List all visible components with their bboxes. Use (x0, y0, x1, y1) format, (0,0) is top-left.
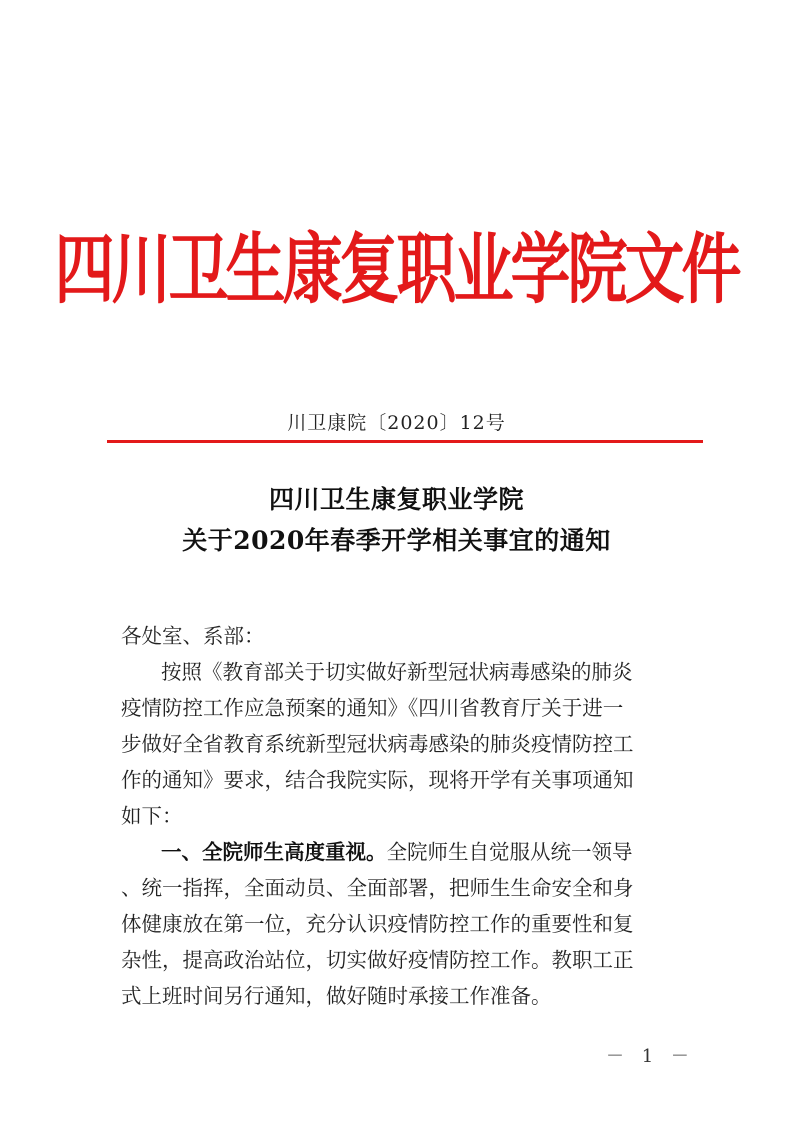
document-header-title: 四川卫生康复职业学院文件 (54, 225, 739, 316)
page-number: － 1 － (606, 1046, 695, 1067)
paragraph-line: 作的通知》要求，结合我院实际，现将开学有关事项通知 (121, 768, 634, 792)
salutation: 各处室、系部： (121, 624, 265, 648)
notice-title-line-2: 关于2020年春季开学相关事宜的通知 (182, 526, 611, 555)
notice-title-line-1: 四川卫生康复职业学院 (268, 485, 524, 514)
red-divider-line (107, 440, 703, 443)
paragraph-line: 式上班时间另行通知，做好随时承接工作准备。 (121, 984, 552, 1008)
paragraph-line: 疫情防控工作应急预案的通知》《四川省教育厅关于进一 (121, 696, 624, 720)
paragraph-line: 体健康放在第一位，充分认识疫情防控工作的重要性和复 (121, 912, 634, 936)
paragraph-line: 步做好全省教育系统新型冠状病毒感染的肺炎疫情防控工 (121, 732, 634, 756)
paragraph-line: 如下： (121, 804, 183, 828)
section-1-heading: 一、全院师生高度重视。 (161, 840, 387, 864)
section-1-text: 全院师生自觉服从统一领导 (386, 840, 633, 864)
section-1-first-line (161, 834, 633, 870)
paragraph-line: 、统一指挥，全面动员、全面部署，把师生生命安全和身 (121, 876, 634, 900)
paragraph-line: 杂性，提高政治站位，切实做好疫情防控工作。教职工正 (121, 948, 634, 972)
document-number: 川卫康院〔2020〕12号 (287, 412, 506, 434)
paragraph-line: 按照《教育部关于切实做好新型冠状病毒感染的肺炎 (161, 660, 633, 684)
